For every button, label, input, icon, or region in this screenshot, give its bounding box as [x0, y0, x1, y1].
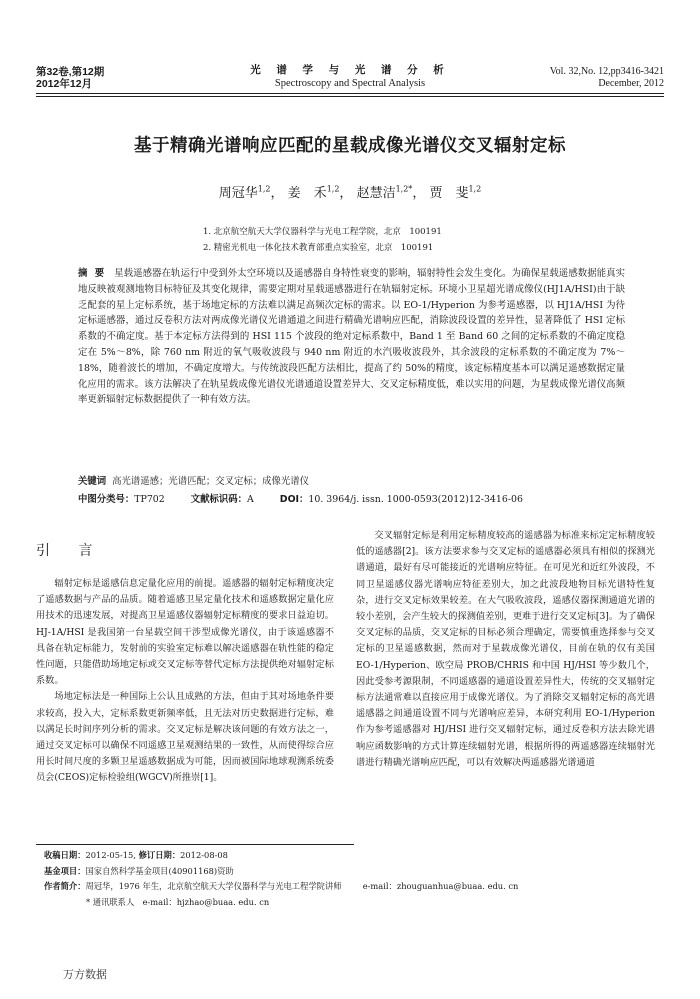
bio-text: 周冠华，1976 年生，北京航空航天大学仪器科学与光电工程学院讲师	[85, 881, 342, 891]
paragraph: 辐射定标是遥感信息定量化应用的前提。遥感器的辐射定标精度决定了遥感数据与产品的品质。随着遥感卫星定量化技术和遥感数据定量化应用技术的迅速发展，对提高卫星遥感仪器辐射定标精度的要求日益迫切。HJ-1A/HSI 是我国第一台星载空间干涉型成像光谱仪，由于该遥感器不具备在轨定标能力，发射前的实验室定标难以解决遥感器在轨性能的稳定性问题，只能借助场地定标或交叉定标等替代定标方法提供绝对辐射定标系数。	[36, 578, 334, 687]
author: 周冠华	[218, 186, 258, 201]
abstract-label: 摘 要	[78, 268, 107, 279]
volume-issue-cn: 第32卷,第12期	[36, 66, 105, 78]
body-column-right	[356, 528, 655, 771]
classification-line	[78, 492, 638, 508]
doi-value: 10. 3964/j. issn. 1000-0593(2012)12-3416-06	[308, 494, 523, 505]
footnote-bio	[44, 879, 664, 895]
source-watermark: 万方数据	[63, 968, 107, 981]
header-rule-thin	[36, 96, 664, 97]
footnote-funding	[44, 864, 664, 880]
date-cn: 2012年12月	[36, 78, 93, 90]
footnote-rule	[36, 844, 354, 845]
fund-text: 国家自然科学基金项目(40901168)资助	[85, 865, 234, 876]
body-column-left	[36, 576, 334, 787]
volume-pages-en: Vol. 32,No. 12,pp3416-3421	[549, 66, 664, 77]
date-en: December, 2012	[598, 78, 664, 89]
clc-label: 中图分类号：	[78, 494, 135, 505]
abstract	[78, 266, 625, 408]
affiliation: 1. 北京航空航天大学仪器科学与光电工程学院，北京 100191	[203, 227, 442, 237]
journal-volume-en	[550, 66, 664, 90]
paragraph: 场地定标法是一种国际上公认且成熟的方法，但由于其对场地条件要求较高，投入大，定标系数更新频率低，且无法对历史数据进行定标，难以满足长时间序列分析的需求。交叉定标是解决该问题的有效方法之一，通过交叉定标可以确保不同遥感卫星观测结果的一致性，从而使得综合应用长时间尺度的多颗卫星遥感数据成为可能，因而被国际地球观测系统委员会(CEOS)定标检验组(WGCV)所推崇[1]。	[36, 691, 334, 784]
doc-code-label: 文献标识码：	[190, 494, 247, 505]
abstract-text: 星载遥感器在轨运行中受到外太空环境以及遥感器自身特性衰变的影响，辐射特性会发生变化。为确保星载遥感数据能真实地反映被观测地物目标特征及其变化规律，需要定期对星载遥感器进行在轨辐射定标。环境小卫星超光谱成像仪(HJ1A/HSI)由于缺乏配套的星上定标系统，基于场地定标的方法难以满足高频次定标的需求。以 EO-1/Hyperion 为参考遥感器，以 HJ1A/HSI 为待定标遥感器，通过反卷积方法对两成像光谱仪光谱通道之间进行精确光谱响应匹配，消除波段设置的差异性，显著降低了 HSI 定标系数的不确定度。基于本定标方法得到的 HSI 115 个波段的绝对定标系数中，Band 1 至 Band 60 之间的定标系数的不确定度稳定在 5%～8%，除 760 nm 附近的氧气吸收波段与 940 nm 附近的水汽吸收波段外，其余波段的定标系数的不确定度为 7%～18%，随着波长的增加，不确定度增大。与传统波段匹配方法相比，提高了约 50%的精度，该定标精度基本可以满足遥感数据定量化应用的需求。该方法解决了在轨星载成像光谱仪光谱通道设置差异大、交叉定标精度低，难以实用的问题，为星载成像光谱仪高频率更新辐射定标数据提供了一种有效方法。	[78, 268, 626, 406]
clc-value: TP702	[134, 494, 165, 505]
author-affil-sup: 1,2	[468, 184, 482, 194]
journal-name-en: Spectroscopy and Spectral Analysis	[274, 78, 426, 89]
revised-label: 修订日期：	[138, 850, 181, 860]
author-list: 周冠华$^{1,2}$， 姜 禾$^{1,2}$， 赵慧洁$^{1,2*}$， 贾 斐$^{1,2}$	[218, 184, 482, 201]
author: 赵慧洁	[356, 186, 396, 201]
author: 贾 斐	[429, 186, 469, 201]
bio-email: e-mail：zhouguanhua@buaa. edu. cn	[362, 881, 519, 891]
footnote-corresponding: * 通讯联系人 e-mail：hjzhao@buaa. edu. cn	[86, 896, 270, 907]
author-affil-sup: 1,2*	[395, 184, 413, 194]
paper-title: 基于精确光谱响应匹配的星载成像光谱仪交叉辐射定标	[134, 136, 566, 156]
footnote-dates	[44, 848, 664, 864]
keywords-text: 高光谱遥感；光谱匹配；交叉定标；成像光谱仪	[112, 476, 310, 487]
journal-name-cn: 光 谱 学 与 光 谱 分 析	[250, 64, 450, 76]
section-heading-introduction: 引 言	[36, 543, 105, 559]
doi-label: DOI：	[279, 494, 309, 505]
author: 姜 禾	[287, 186, 327, 201]
revised-date: 2012-08-08	[180, 850, 228, 860]
keywords	[78, 474, 625, 490]
bio-label: 作者简介：	[44, 881, 86, 891]
header-rule	[36, 93, 664, 94]
paragraph: 交叉辐射定标是利用定标精度较高的遥感器为标准来标定定标精度较低的遥感器[2]。该方法要求参与交叉定标的遥感器必须具有相似的探测光谱通道，最好有尽可能接近的光谱响应特征。在可见光和近红外波段，不同卫星遥感仪器光谱响应特征差别大，加之此波段地物目标光谱特性复杂，进行交叉定标效果较差。在大气吸收波段，遥感仪器探测通道光谱的较小差别，会产生较大的探测值差别，更难于进行交叉定标[3]。为了确保交叉定标的品质，交叉定标的目标必须合理确定，需要慎重选择参与交叉定标的卫星遥感数据，然而对于星载成像光谱仪，目前在轨的仅有美国 EO-1/Hyperion、欧空局 PROB/CHRIS 和中国 HJ/HSI 等少数几个，因此受参考源限制，不同遥感器的通道设置差异性大，传统的交叉辐射定标方法通常难以直接应用于成像光谱仪。为了消除交叉辐射定标的高光谱遥感器之间通道设置不同与光谱响应差异，本研究利用 EO-1/Hyperion 作为参考遥感器对 HJ/HSI 进行交叉辐射定标，通过反卷积方法去除光谱响应函数影响的方式计算连续辐射光谱，根据所得的两遥感器连续辐射光谱进行精确光谱响应匹配，可以有效解决两遥感器光谱通道	[356, 530, 655, 768]
keywords-label: 关键词	[78, 476, 107, 487]
received-label: 收稿日期：	[44, 850, 86, 860]
doc-code-value: A	[247, 494, 254, 505]
received-date: 2012-05-15,	[85, 850, 136, 860]
fund-label: 基金项目：	[44, 865, 86, 876]
footnote	[44, 848, 664, 910]
affiliation: 2. 精密光机电一体化技术教育部重点实验室，北京 100191	[203, 243, 434, 253]
author-affil-sup: 1,2	[326, 184, 340, 194]
author-affil-sup: 1,2	[257, 184, 271, 194]
affiliations	[203, 224, 442, 256]
